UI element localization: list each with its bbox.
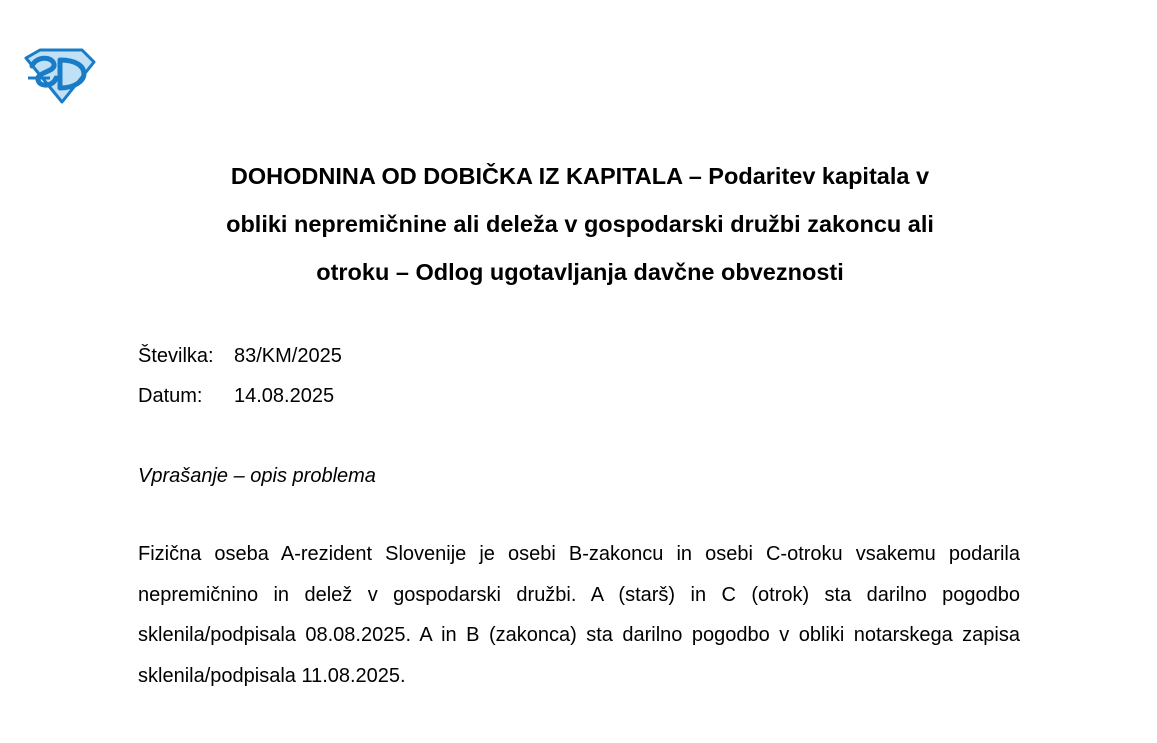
document-title bbox=[150, 152, 1010, 296]
document-meta bbox=[138, 336, 342, 416]
section-heading: Vprašanje – opis problema bbox=[138, 465, 376, 487]
title-line-3: otroku – Odlog ugotavljanja davčne obveznosti bbox=[316, 259, 844, 285]
logo bbox=[22, 48, 96, 104]
date-value: 14.08.2025 bbox=[234, 385, 335, 407]
number-label: Številka: bbox=[138, 345, 214, 367]
number-value: 83/KM/2025 bbox=[234, 345, 342, 367]
meta-number-row bbox=[138, 336, 342, 376]
shield-logo-icon bbox=[22, 48, 96, 104]
title-line-2: obliki nepremičnine ali deleža v gospodarski družbi zakoncu ali bbox=[226, 211, 934, 237]
title-line-1: DOHODNINA OD DOBIČKA IZ KAPITALA – Podaritev kapitala v bbox=[230, 163, 930, 189]
date-label: Datum: bbox=[138, 385, 203, 407]
body-paragraph: Fizična oseba A-rezident Slovenije je osebi B-zakoncu in osebi C-otroku vsakemu podarila nepremičnino in delež v gospodarski družbi. A (starš) in C (otrok) sta darilno pogodbo sklenila/podpisala 08.08.2025. A in B (zakonca) sta darilno pogodbo v obliki notarskega zapisa sklenila/podpisala 11.08.2025. bbox=[138, 543, 1020, 687]
meta-date-row bbox=[138, 376, 342, 416]
